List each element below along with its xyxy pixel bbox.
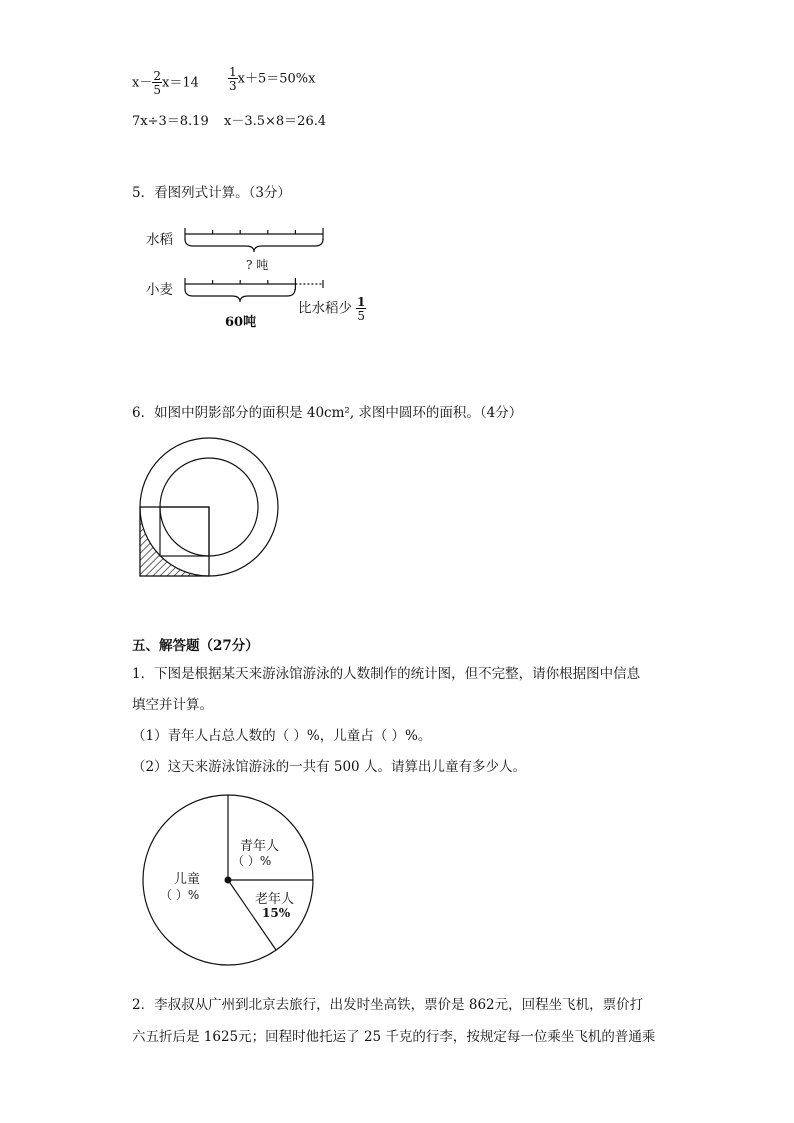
eq1-suffix: x＝14 bbox=[161, 75, 199, 91]
q6-title: 6．如图中阴影部分的面积是 40cm², 求图中圆环的面积。（4分） bbox=[132, 405, 523, 421]
fraction-den: 5 bbox=[357, 309, 365, 323]
pie-center bbox=[225, 877, 232, 884]
fraction-num: 1 bbox=[229, 65, 237, 79]
equation-3: 7x÷3＝8.19 bbox=[132, 114, 209, 129]
fraction-den: 5 bbox=[153, 83, 161, 97]
children-label: 儿童 bbox=[174, 872, 201, 887]
wheat-label: 小麦 bbox=[146, 282, 173, 298]
rice-amount: ? 吨 bbox=[246, 258, 269, 272]
compare-text: 比水稻少 bbox=[298, 300, 352, 317]
wheat-amount: 60吨 bbox=[225, 315, 257, 330]
eq2-suffix: x＋5＝50%x bbox=[237, 71, 316, 87]
fraction-den: 3 bbox=[229, 79, 237, 93]
q1-line1: 1．下图是根据某天来游泳馆游泳的人数制作的统计图，但不完整，请你根据图中信息 bbox=[132, 666, 641, 682]
elderly-label: 老年人 bbox=[255, 892, 295, 907]
q2-line2: 六五折后是 1625元；回程时他托运了 25 千克的行李，按规定每一位乘坐飞机的普通乘 bbox=[132, 1029, 656, 1045]
q2-line1: 2．李叔叔从广州到北京去旅行，出发时坐高铁，票价是 862元，回程坐飞机，票价打 bbox=[132, 997, 644, 1013]
youth-value: （ ）% bbox=[232, 854, 272, 868]
equation-4: x－3.5×8＝26.4 bbox=[224, 114, 327, 129]
section-title: 五、解答题（27分） bbox=[132, 638, 259, 654]
rice-label: 水稻 bbox=[146, 232, 173, 248]
q1-line2: 填空并计算。 bbox=[132, 697, 213, 713]
children-value: （ ）% bbox=[160, 888, 200, 902]
fraction-num: 2 bbox=[153, 69, 161, 83]
q1-sub2: （2）这天来游泳馆游泳的一共有 500 人。请算出儿童有多少人。 bbox=[132, 759, 526, 775]
youth-label: 青年人 bbox=[240, 839, 280, 854]
fraction-num: 1 bbox=[357, 295, 366, 309]
q5-title: 5．看图列式计算。（3分） bbox=[132, 185, 291, 201]
q1-sub1: （1）青年人占总人数的（ ）%，儿童占（ ）%。 bbox=[132, 728, 432, 744]
elderly-value: 15% bbox=[262, 906, 291, 920]
eq1-prefix: x－ bbox=[132, 75, 153, 91]
